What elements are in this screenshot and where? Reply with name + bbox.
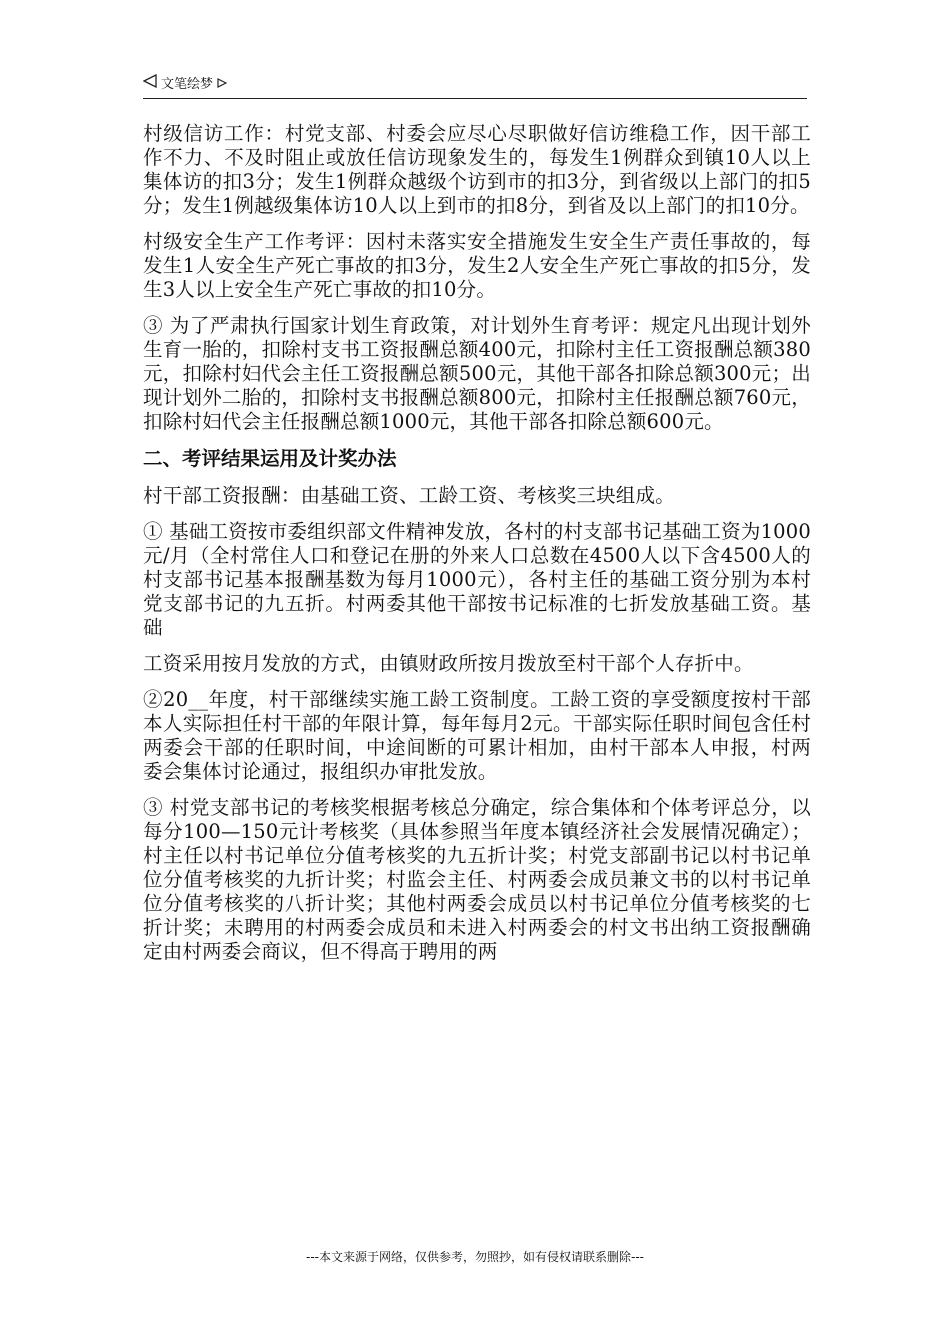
page-header (143, 74, 807, 99)
paragraph-salary-intro: 村干部工资报酬：由基础工资、工龄工资、考核奖三块组成。 (143, 484, 675, 507)
triangle-right-icon (217, 75, 227, 95)
paragraph-petition: 村级信访工作：村党支部、村委会应尽心尽职做好信访维稳工作，因干部工作不力、不及时阻止或放任信访现象发生的，每发生1例群众到镇10人以上集体访的扣3分；发生1例群众越级个访到市的扣3分，到省级以上部门的扣5分；发生1例越级集体访10人以上到市的扣8分，到省及以上部门的扣10分。 (143, 122, 811, 217)
paragraph-safety: 村级安全生产工作考评：因村未落实安全措施发生安全生产责任事故的，每发生1人安全生产死亡事故的扣3分，发生2人安全生产死亡事故的扣5分，发生3人以上安全生产死亡事故的扣10分。 (143, 230, 811, 301)
paragraph-base-salary: ① 基础工资按市委组织部文件精神发放，各村的村支部书记基础工资为1000元/月（全村常住人口和登记在册的外来人口总数在4500人以下含4500人的村支部书记基本报酬基数为每月1000元），各村主任的基础工资分别为本村党支部书记的九五折。村两委其他干部按书记标准的七折发放基础工资。基础 (143, 520, 811, 639)
section-heading: 二、考评结果运用及计奖办法 (143, 447, 397, 470)
paragraph-bonus: ③ 村党支部书记的考核奖根据考核总分确定，综合集体和个体考评总分，以每分100—150元计考核奖（具体参照当年度本镇经济社会发展情况确定）；村主任以村书记单位分值考核奖的九五折计奖；村党支部副书记以村书记单位分值考核奖的九折计奖；村监会主任、村两委会成员兼文书的以村书记单位分值考核奖的八折计奖；其他村两委会成员以村书记单位分值考核奖的七折计奖；未聘用的村两委会成员和未进入村两委会的村文书出纳工资报酬确定由村两委会商议，但不得高于聘用的两 (143, 796, 811, 963)
triangle-left-icon (143, 74, 157, 95)
page-footer: ---本文来源于网络，仅供参考，勿照抄，如有侵权请联系删除--- (306, 1250, 644, 1264)
paragraph-base-salary-cont: 工资采用按月发放的方式，由镇财政所按月拨放至村干部个人存折中。 (143, 652, 754, 675)
paragraph-seniority: ②20__年度，村干部继续实施工龄工资制度。工龄工资的享受额度按村干部本人实际担任村干部的年限计算，每年每月2元。干部实际任职时间包含任村两委会干部的任职时间，中途间断的可累计相加，由村干部本人申报，村两委会集体讨论通过，报组织办审批发放。 (143, 688, 811, 783)
document-body (143, 122, 811, 976)
paragraph-family-planning: ③ 为了严肃执行国家计划生育政策，对计划外生育考评：规定凡出现计划外生育一胎的，扣除村支书工资报酬总额400元，扣除村主任工资报酬总额380元，扣除村妇代会主任工资报酬总额500元，其他干部各扣除总额300元；出现计划外二胎的，扣除村支书报酬总额800元，扣除村主任报酬总额760元，扣除村妇代会主任报酬总额1000元，其他干部各扣除总额600元。 (143, 314, 811, 433)
header-brand: 文笔绘梦 (161, 76, 214, 92)
